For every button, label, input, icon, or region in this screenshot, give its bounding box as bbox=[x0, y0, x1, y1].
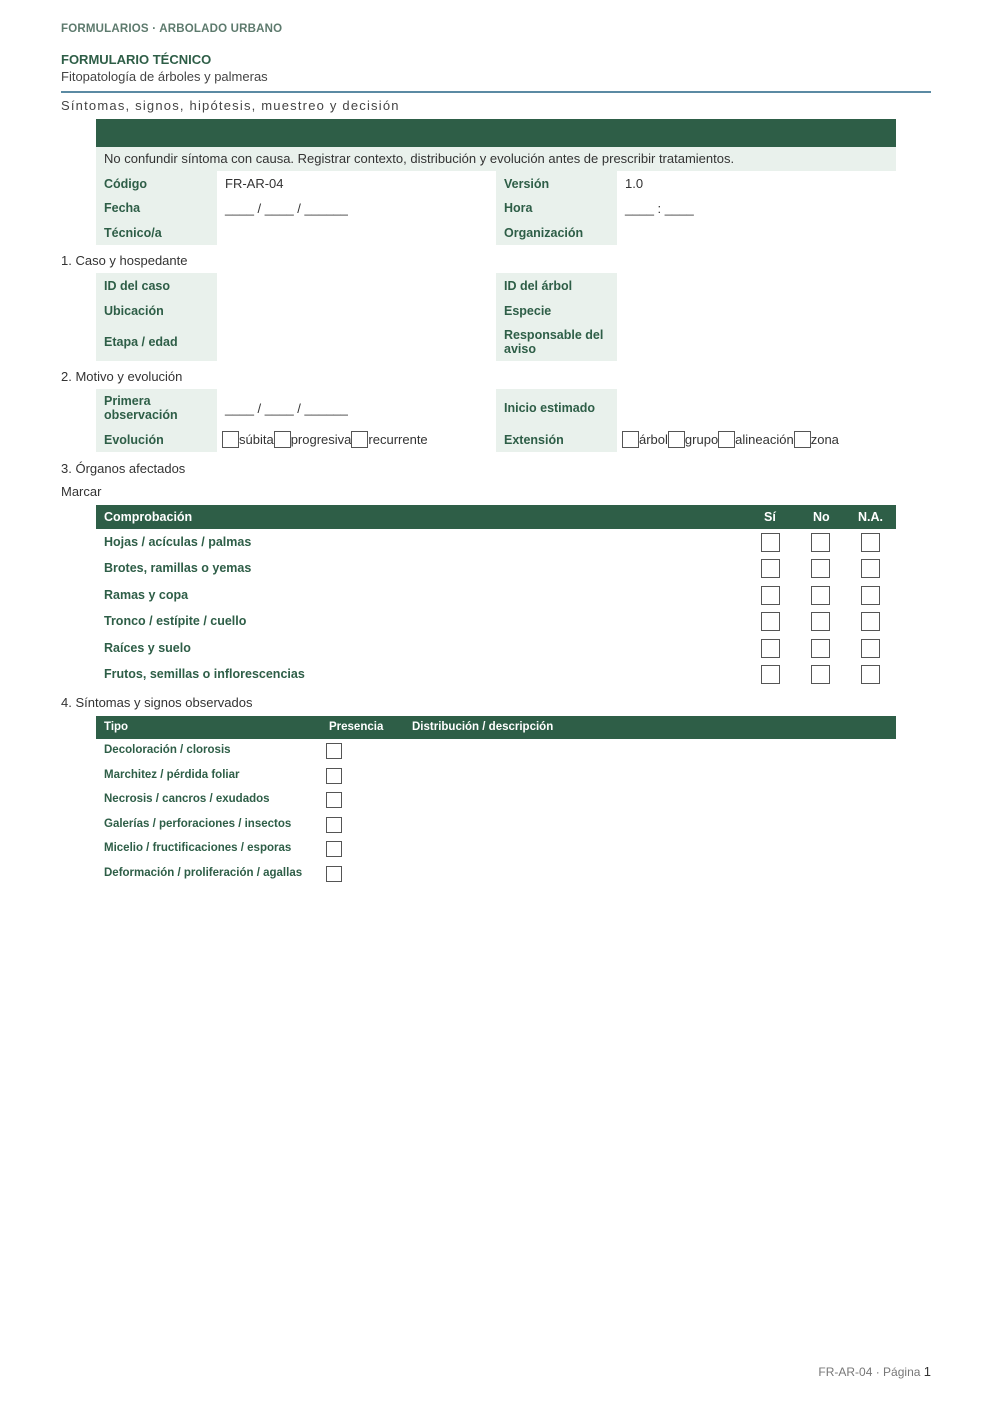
sintomas-presencia-checkbox[interactable] bbox=[326, 817, 342, 833]
tecnico-field[interactable] bbox=[217, 220, 496, 245]
sintomas-row-label: Deformación / proliferación / agallas bbox=[104, 866, 303, 879]
organos-no-checkbox[interactable] bbox=[811, 665, 830, 684]
sintomas-row-label: Necrosis / cancros / exudados bbox=[104, 793, 270, 805]
arbol-label: ID del árbol bbox=[496, 273, 617, 298]
extension-zona-label: zona bbox=[810, 432, 839, 447]
evolucion-options bbox=[222, 427, 428, 452]
sintomas-row-label: Decoloración / clorosis bbox=[104, 744, 231, 756]
extension-grupo-label: grupo bbox=[684, 432, 719, 447]
sintomas-header-presencia: Presencia bbox=[329, 721, 384, 733]
organos-na-checkbox[interactable] bbox=[861, 665, 880, 684]
arbol-field[interactable] bbox=[617, 273, 896, 298]
sintomas-distribucion-field[interactable] bbox=[405, 789, 895, 811]
organizacion-label: Organización bbox=[496, 220, 617, 245]
organos-si-checkbox[interactable] bbox=[761, 533, 780, 552]
sintomas-presencia-checkbox[interactable] bbox=[326, 792, 342, 808]
hora-label: Hora bbox=[496, 196, 617, 220]
organos-header-comprobacion: Comprobación bbox=[104, 510, 193, 524]
section-4-title: 4. Síntomas y signos observados bbox=[61, 695, 253, 710]
organos-table-header bbox=[96, 505, 896, 529]
sintomas-presencia-checkbox[interactable] bbox=[326, 768, 342, 784]
evolucion-progresiva-label: progresiva bbox=[290, 432, 352, 447]
extension-alineacion-label: alineación bbox=[735, 432, 794, 447]
organos-row-label: Frutos, semillas o inflorescencias bbox=[104, 667, 305, 681]
organos-no-checkbox[interactable] bbox=[811, 533, 830, 552]
sintomas-row-label: Galerías / perforaciones / insectos bbox=[104, 817, 292, 830]
section-2-title: 2. Motivo y evolución bbox=[61, 369, 183, 384]
organos-row-label: Brotes, ramillas o yemas bbox=[104, 561, 252, 576]
page-footer bbox=[818, 1364, 931, 1379]
sintomas-header-distribucion: Distribución / descripción bbox=[412, 721, 554, 733]
sintomas-distribucion-field[interactable] bbox=[405, 863, 895, 885]
ubicacion-field[interactable] bbox=[217, 298, 496, 323]
footer-text: FR-AR-04 · Página bbox=[818, 1365, 921, 1379]
sintomas-presencia-checkbox[interactable] bbox=[326, 866, 342, 882]
organos-row-label: Tronco / estípite / cuello bbox=[104, 614, 247, 629]
tecnico-label: Técnico/a bbox=[96, 220, 217, 245]
fecha-label: Fecha bbox=[96, 196, 217, 220]
section-3-instruction: Marcar bbox=[61, 484, 102, 499]
extension-alineacion-checkbox[interactable] bbox=[718, 431, 735, 448]
header-divider bbox=[61, 91, 931, 93]
especie-field[interactable] bbox=[617, 298, 896, 323]
title-bar bbox=[96, 119, 896, 147]
organos-si-checkbox[interactable] bbox=[761, 665, 780, 684]
document-tagline: Síntomas, signos, hipótesis, muestreo y decisión bbox=[61, 98, 400, 113]
inicio-estimado-label: Inicio estimado bbox=[496, 389, 617, 427]
primera-observacion-field[interactable]: ____ / ____ / ______ bbox=[225, 400, 348, 416]
organos-no-checkbox[interactable] bbox=[811, 612, 830, 631]
sintomas-distribucion-field[interactable] bbox=[405, 814, 895, 836]
organos-header-na: N.A. bbox=[858, 510, 883, 524]
especie-label: Especie bbox=[496, 298, 617, 323]
sintomas-presencia-checkbox[interactable] bbox=[326, 841, 342, 857]
sintomas-header-tipo: Tipo bbox=[104, 721, 129, 733]
responsable-label: Responsable del aviso bbox=[496, 323, 617, 361]
extension-zona-checkbox[interactable] bbox=[794, 431, 811, 448]
document-title: FORMULARIO TÉCNICO bbox=[61, 52, 212, 67]
organos-si-checkbox[interactable] bbox=[761, 639, 780, 658]
version-value[interactable]: 1.0 bbox=[625, 176, 644, 191]
responsable-field[interactable] bbox=[617, 323, 896, 361]
etapa-field[interactable] bbox=[217, 323, 496, 361]
extension-label: Extensión bbox=[496, 427, 617, 452]
page-number: 1 bbox=[923, 1364, 931, 1379]
ubicacion-label: Ubicación bbox=[96, 298, 217, 323]
organos-na-checkbox[interactable] bbox=[861, 559, 880, 578]
organos-row-label: Ramas y copa bbox=[104, 587, 189, 602]
sintomas-distribucion-field[interactable] bbox=[405, 765, 895, 787]
organos-header-si: Sí bbox=[764, 510, 776, 524]
sintomas-distribucion-field[interactable] bbox=[405, 740, 895, 762]
sintomas-presencia-checkbox[interactable] bbox=[326, 743, 342, 759]
organos-si-checkbox[interactable] bbox=[761, 559, 780, 578]
extension-arbol-label: árbol bbox=[639, 432, 668, 447]
section-3-title: 3. Órganos afectados bbox=[61, 461, 186, 476]
codigo-value[interactable]: FR-AR-04 bbox=[225, 176, 284, 191]
section-1-title: 1. Caso y hospedante bbox=[61, 253, 188, 268]
version-label: Versión bbox=[496, 171, 617, 196]
organos-no-checkbox[interactable] bbox=[811, 586, 830, 605]
organos-na-checkbox[interactable] bbox=[861, 586, 880, 605]
primera-observacion-label: Primera observación bbox=[96, 389, 217, 427]
evolucion-progresiva-checkbox[interactable] bbox=[274, 431, 291, 448]
extension-grupo-checkbox[interactable] bbox=[668, 431, 685, 448]
hora-field[interactable]: ____ : ____ bbox=[625, 200, 694, 216]
extension-options bbox=[622, 427, 839, 452]
organos-header-no: No bbox=[813, 510, 830, 524]
evolucion-subita-checkbox[interactable] bbox=[222, 431, 239, 448]
sintomas-distribucion-field[interactable] bbox=[405, 838, 895, 860]
organos-na-checkbox[interactable] bbox=[861, 612, 880, 631]
organos-row-label: Hojas / acículas / palmas bbox=[104, 535, 252, 549]
codigo-label: Código bbox=[96, 171, 217, 196]
evolucion-label: Evolución bbox=[96, 427, 217, 452]
etapa-label: Etapa / edad bbox=[96, 323, 217, 361]
inicio-estimado-field[interactable] bbox=[617, 389, 896, 427]
evolucion-recurrente-checkbox[interactable] bbox=[351, 431, 368, 448]
sintomas-row-label: Micelio / fructificaciones / esporas bbox=[104, 842, 292, 854]
organos-row-label: Raíces y suelo bbox=[104, 640, 191, 655]
organos-si-checkbox[interactable] bbox=[761, 612, 780, 631]
organos-no-checkbox[interactable] bbox=[811, 639, 830, 658]
fecha-field[interactable]: ____ / ____ / ______ bbox=[225, 200, 348, 216]
organos-si-checkbox[interactable] bbox=[761, 586, 780, 605]
organos-na-checkbox[interactable] bbox=[861, 639, 880, 658]
form-category: FORMULARIOS · ARBOLADO URBANO bbox=[61, 23, 283, 35]
evolucion-subita-label: súbita bbox=[239, 432, 274, 447]
caso-label: ID del caso bbox=[96, 273, 217, 298]
evolucion-recurrente-label: recurrente bbox=[368, 432, 428, 447]
organizacion-field[interactable] bbox=[617, 220, 896, 245]
extension-arbol-checkbox[interactable] bbox=[622, 431, 639, 448]
caso-field[interactable] bbox=[217, 273, 496, 298]
guidance-note: No confundir síntoma con causa. Registrar contexto, distribución y evolución antes de prescribir tratamientos. bbox=[96, 147, 896, 171]
organos-na-checkbox[interactable] bbox=[861, 533, 880, 552]
document-subtitle: Fitopatología de árboles y palmeras bbox=[61, 69, 268, 84]
organos-no-checkbox[interactable] bbox=[811, 559, 830, 578]
sintomas-row-label: Marchitez / pérdida foliar bbox=[104, 768, 240, 781]
